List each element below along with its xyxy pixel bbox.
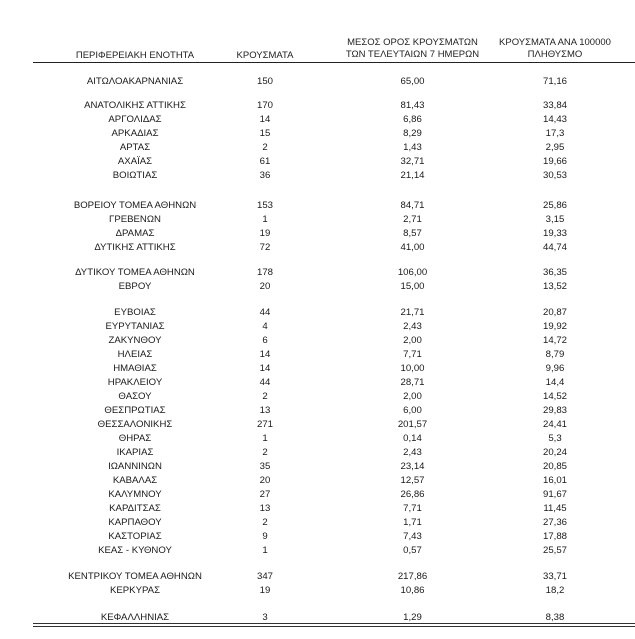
per100k-cell: 33,84 [542, 100, 567, 111]
region-cell: ΑΡΚΑΔΙΑΣ [111, 128, 159, 139]
per100k-cell: 14,4 [545, 377, 565, 388]
table-row [0, 376, 635, 390]
avg7-cell: 1,43 [403, 142, 422, 153]
table-row [0, 362, 635, 376]
per100k-cell: 2,95 [545, 142, 565, 153]
region-cell: ΓΡΕΒΕΝΩΝ [109, 214, 161, 225]
per100k-cell: 27,36 [542, 517, 567, 528]
per100k-cell: 8,79 [545, 349, 565, 360]
avg7-cell: 10,86 [400, 585, 425, 596]
table-bottom-divider [33, 623, 635, 627]
cases-cell: 44 [259, 377, 271, 388]
per100k-cell: 29,83 [542, 405, 567, 416]
per100k-cell: 25,57 [542, 545, 567, 556]
header-avg7-line1: ΜΕΣΟΣ ΟΡΟΣ ΚΡΟΥΣΜΑΤΩΝ [347, 37, 478, 48]
cases-cell: 20 [259, 281, 271, 292]
table-row [0, 474, 635, 488]
region-cell: ΚΕΡΚΥΡΑΣ [109, 585, 160, 596]
table-row [0, 334, 635, 348]
per100k-cell: 19,33 [542, 228, 567, 239]
table-row [0, 227, 635, 241]
table-row [0, 241, 635, 255]
cases-cell: 14 [259, 349, 271, 360]
avg7-cell: 23,14 [400, 461, 425, 472]
cases-cell: 4 [262, 321, 268, 332]
table-row [0, 320, 635, 334]
region-cell: ΑΧΑΪΑΣ [117, 156, 153, 167]
avg7-cell: 7,43 [403, 531, 422, 542]
header-divider [33, 62, 635, 63]
cases-cell: 271 [256, 419, 273, 430]
avg7-cell: 106,00 [397, 267, 428, 278]
per100k-cell: 44,74 [542, 242, 567, 253]
cases-cell: 13 [259, 405, 271, 416]
region-cell: ΚΕΦΑΛΛΗΝΙΑΣ [100, 612, 170, 623]
table-row [0, 488, 635, 502]
avg7-cell: 2,00 [403, 335, 422, 346]
table-row [0, 432, 635, 446]
cases-cell: 15 [259, 128, 271, 139]
per100k-cell: 20,24 [542, 447, 567, 458]
per100k-cell: 14,43 [542, 114, 567, 125]
table-row [0, 141, 635, 155]
region-cell: ΑΡΤΑΣ [119, 142, 151, 153]
cases-cell: 150 [256, 76, 273, 87]
avg7-cell: 41,00 [400, 242, 425, 253]
cases-cell: 347 [256, 571, 273, 582]
avg7-cell: 201,57 [397, 419, 428, 430]
cases-cell: 19 [259, 585, 271, 596]
table-row [0, 460, 635, 474]
region-cell: ΘΑΣΟΥ [118, 391, 152, 402]
avg7-cell: 8,29 [403, 128, 422, 139]
cases-cell: 13 [259, 503, 271, 514]
per100k-cell: 9,96 [545, 363, 565, 374]
cases-cell: 35 [259, 461, 271, 472]
cases-cell: 9 [262, 531, 268, 542]
region-cell: ΚΑΣΤΟΡΙΑΣ [108, 531, 162, 542]
region-cell: ΚΑΡΔΙΤΣΑΣ [109, 503, 161, 514]
avg7-cell: 12,57 [400, 475, 425, 486]
table-row [0, 390, 635, 404]
cases-cell: 2 [262, 517, 268, 528]
avg7-cell: 65,00 [400, 76, 425, 87]
per100k-cell: 19,66 [542, 156, 567, 167]
region-cell: ΕΒΡΟΥ [118, 281, 152, 292]
per100k-cell: 13,52 [542, 281, 567, 292]
table-row [0, 502, 635, 516]
cases-cell: 61 [259, 156, 271, 167]
avg7-cell: 26,86 [400, 489, 425, 500]
per100k-cell: 71,16 [542, 76, 567, 87]
region-cell: ΗΡΑΚΛΕΙΟΥ [107, 377, 163, 388]
avg7-cell: 7,71 [403, 503, 422, 514]
avg7-cell: 1,29 [403, 612, 422, 623]
cases-cell: 14 [259, 363, 271, 374]
region-cell: ΒΟΡΕΙΟΥ ΤΟΜΕΑ ΑΘΗΝΩΝ [73, 200, 197, 211]
per100k-cell: 20,85 [542, 461, 567, 472]
region-cell: ΔΥΤΙΚΟΥ ΤΟΜΕΑ ΑΘΗΝΩΝ [75, 267, 195, 278]
cases-cell: 1 [262, 214, 268, 225]
per100k-cell: 11,45 [543, 503, 567, 514]
cases-cell: 1 [262, 545, 268, 556]
header-region [40, 50, 230, 62]
region-cell: ΚΑΛΥΜΝΟΥ [108, 489, 162, 500]
per100k-cell: 8,38 [545, 612, 565, 623]
header-avg7 [320, 37, 505, 61]
per100k-cell: 36,35 [542, 267, 567, 278]
table-row [0, 213, 635, 227]
avg7-cell: 2,43 [403, 321, 422, 332]
header-avg7-line2: ΤΩΝ ΤΕΛΕΥΤΑΙΩΝ 7 ΗΜΕΡΩΝ [345, 49, 480, 60]
avg7-cell: 1,71 [403, 517, 422, 528]
region-cell: ΔΡΑΜΑΣ [115, 228, 155, 239]
header-cases [225, 50, 305, 62]
region-cell: ΙΚΑΡΙΑΣ [116, 447, 154, 458]
region-cell: ΔΥΤΙΚΗΣ ΑΤΤΙΚΗΣ [94, 242, 176, 253]
region-cell: ΑΙΤΩΛΟΑΚΑΡΝΑΝΙΑΣ [86, 76, 184, 87]
avg7-cell: 32,71 [400, 156, 425, 167]
table-row [0, 348, 635, 362]
avg7-cell: 6,00 [403, 405, 422, 416]
table-row [0, 584, 635, 598]
per100k-cell: 14,72 [542, 335, 567, 346]
region-cell: ΙΩΑΝΝΙΝΩΝ [108, 461, 162, 472]
per100k-cell: 24,41 [542, 419, 567, 430]
cases-cell: 14 [259, 114, 271, 125]
region-cell: ΕΥΡΥΤΑΝΙΑΣ [105, 321, 165, 332]
per100k-cell: 5,3 [548, 433, 562, 444]
table-row [0, 404, 635, 418]
avg7-cell: 6,86 [403, 114, 422, 125]
avg7-cell: 84,71 [400, 200, 425, 211]
avg7-cell: 2,71 [403, 214, 422, 225]
region-cell: ΒΟΙΩΤΙΑΣ [112, 170, 158, 181]
region-cell: ΑΡΓΟΛΙΔΑΣ [108, 114, 162, 125]
table-row [0, 266, 635, 280]
table-row [0, 516, 635, 530]
avg7-cell: 217,86 [397, 571, 428, 582]
table-row [0, 418, 635, 432]
header-per100k-line1: ΚΡΟΥΣΜΑΤΑ ΑΝΑ 100000 [499, 37, 611, 48]
avg7-cell: 2,43 [403, 447, 422, 458]
cases-cell: 19 [259, 228, 271, 239]
avg7-cell: 81,43 [400, 100, 425, 111]
header-region-label: ΠΕΡΙΦΕΡΕΙΑΚΗ ΕΝΟΤΗΤΑ [75, 50, 195, 61]
cases-cell: 20 [259, 475, 271, 486]
table-row [0, 75, 635, 89]
avg7-cell: 10,00 [400, 363, 425, 374]
table-row [0, 155, 635, 169]
per100k-cell: 17,3 [545, 128, 565, 139]
avg7-cell: 2,00 [403, 391, 422, 402]
cases-cell: 170 [256, 100, 273, 111]
per100k-cell: 20,87 [542, 307, 567, 318]
table-row [0, 127, 635, 141]
table-row [0, 570, 635, 584]
per100k-cell: 25,86 [542, 200, 567, 211]
cases-cell: 2 [262, 142, 268, 153]
cases-cell: 2 [262, 391, 268, 402]
table-row [0, 280, 635, 294]
avg7-cell: 0,14 [403, 433, 422, 444]
region-cell: ΘΕΣΣΑΛΟΝΙΚΗΣ [97, 419, 173, 430]
table-row [0, 99, 635, 113]
region-cell: ΕΥΒΟΙΑΣ [114, 307, 156, 318]
per100k-cell: 17,88 [542, 531, 567, 542]
cases-cell: 2 [262, 447, 268, 458]
per100k-cell: 30,53 [542, 170, 567, 181]
avg7-cell: 8,57 [403, 228, 422, 239]
avg7-cell: 28,71 [400, 377, 425, 388]
header-per100k-line2: ΠΛΗΘΥΣΜΟ [527, 49, 583, 60]
cases-cell: 153 [256, 200, 273, 211]
per100k-cell: 16,01 [542, 475, 567, 486]
table-row [0, 544, 635, 558]
per100k-cell: 33,71 [542, 571, 567, 582]
per100k-cell: 19,92 [542, 321, 567, 332]
avg7-cell: 0,57 [403, 545, 422, 556]
region-cell: ΚΕΑΣ - ΚΥΘΝΟΥ [98, 545, 172, 556]
cases-cell: 1 [262, 433, 268, 444]
cases-cell: 178 [256, 267, 273, 278]
cases-cell: 36 [259, 170, 271, 181]
avg7-cell: 7,71 [403, 349, 422, 360]
per100k-cell: 91,67 [542, 489, 567, 500]
cases-cell: 6 [262, 335, 268, 346]
region-cell: ΖΑΚΥΝΘΟΥ [108, 335, 162, 346]
region-cell: ΑΝΑΤΟΛΙΚΗΣ ΑΤΤΙΚΗΣ [84, 100, 186, 111]
cases-cell: 44 [259, 307, 271, 318]
table-row [0, 199, 635, 213]
cases-cell: 72 [259, 242, 271, 253]
region-cell: ΗΜΑΘΙΑΣ [113, 363, 157, 374]
table-row [0, 306, 635, 320]
avg7-cell: 21,71 [400, 307, 425, 318]
cases-cell: 3 [262, 612, 268, 623]
cases-cell: 27 [259, 489, 271, 500]
table-row [0, 113, 635, 127]
region-cell: ΗΛΕΙΑΣ [117, 349, 153, 360]
region-cell: ΚΑΒΑΛΑΣ [112, 475, 158, 486]
table-row [0, 530, 635, 544]
header-per100k [485, 37, 625, 61]
avg7-cell: 15,00 [400, 281, 425, 292]
header-cases-label: ΚΡΟΥΣΜΑΤΑ [236, 50, 294, 61]
per100k-cell: 14,52 [542, 391, 567, 402]
per100k-cell: 3,15 [545, 214, 565, 225]
per100k-cell: 18,2 [545, 585, 565, 596]
table-row [0, 446, 635, 460]
region-cell: ΘΗΡΑΣ [118, 433, 152, 444]
avg7-cell: 21,14 [400, 170, 425, 181]
region-cell: ΚΑΡΠΑΘΟΥ [108, 517, 162, 528]
region-cell: ΘΕΣΠΡΩΤΙΑΣ [104, 405, 166, 416]
region-cell: ΚΕΝΤΡΙΚΟΥ ΤΟΜΕΑ ΑΘΗΝΩΝ [68, 571, 202, 582]
table-row [0, 169, 635, 183]
